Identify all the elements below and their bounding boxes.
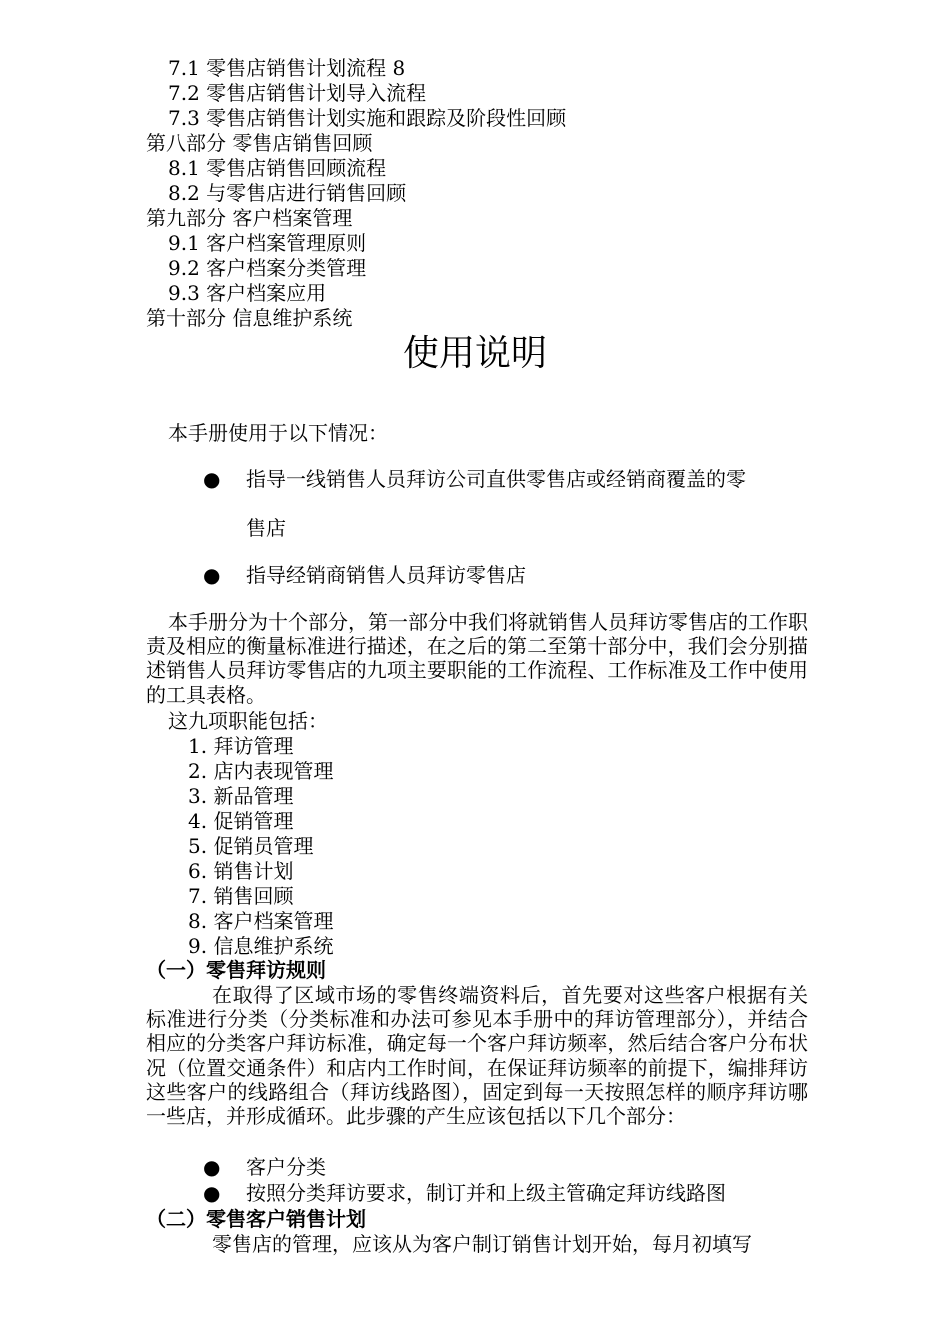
- function-list-item: 3. 新品管理: [188, 784, 294, 808]
- function-list-item: 1. 拜访管理: [188, 734, 294, 758]
- bullet-icon: ●: [203, 467, 221, 491]
- function-list-item: 2. 店内表现管理: [188, 759, 334, 783]
- section-paragraph: 零售店的管理，应该从为客户制订销售计划开始，每月初填写: [212, 1232, 752, 1256]
- toc-part-heading: 第八部分 零售店销售回顾: [146, 131, 373, 155]
- function-list-item: 9. 信息维护系统: [188, 934, 334, 958]
- section-heading: （二）零售客户销售计划: [146, 1207, 366, 1231]
- usage-bullet-text: 指导一线销售人员拜访公司直供零售店或经销商覆盖的零: [246, 467, 746, 491]
- usage-intro: 本手册使用于以下情况：: [168, 421, 388, 445]
- toc-part-heading: 第十部分 信息维护系统: [146, 306, 353, 330]
- function-list-item: 6. 销售计划: [188, 859, 294, 883]
- functions-intro: 这九项职能包括：: [168, 709, 328, 733]
- function-list-item: 4. 促销管理: [188, 809, 294, 833]
- bullet-icon: ●: [203, 1155, 221, 1179]
- toc-line: 7.1 零售店销售计划流程 8: [168, 56, 406, 80]
- toc-line: 7.3 零售店销售计划实施和跟踪及阶段性回顾: [168, 106, 567, 130]
- usage-bullet-text: 指导经销商销售人员拜访零售店: [246, 563, 526, 587]
- toc-line: 9.3 客户档案应用: [168, 281, 327, 305]
- function-list-item: 8. 客户档案管理: [188, 909, 334, 933]
- section-bullet-text: 按照分类拜访要求，制订并和上级主管确定拜访线路图: [246, 1181, 726, 1205]
- function-list-item: 7. 销售回顾: [188, 884, 294, 908]
- section-bullet-text: 客户分类: [246, 1155, 326, 1179]
- toc-line: 8.2 与零售店进行销售回顾: [168, 181, 407, 205]
- toc-line: 8.1 零售店销售回顾流程: [168, 156, 387, 180]
- toc-part-heading: 第九部分 客户档案管理: [146, 206, 353, 230]
- toc-line: 9.1 客户档案管理原则: [168, 231, 367, 255]
- bullet-icon: ●: [203, 563, 221, 587]
- function-list-item: 5. 促销员管理: [188, 834, 314, 858]
- overview-paragraph: 本手册分为十个部分，第一部分中我们将就销售人员拜访零售店的工作职责及相应的衡量标准进行描述，在之后的第二至第十部分中，我们会分别描述销售人员拜访零售店的九项主要职能的工作流程、工作标准及工作中使用的工具表格。: [146, 610, 808, 707]
- section-paragraph: 在取得了区域市场的零售终端资料后，首先要对这些客户根据有关标准进行分类（分类标准和办法可参见本手册中的拜访管理部分），并结合相应的分类客户拜访标准，确定每一个客户拜访频率，然后结合客户分布状况（位置交通条件）和店内工作时间，在保证拜访频率的前提下，编排拜访这些客户的线路组合（拜访线路图），固定到每一天按照怎样的顺序拜访哪一些店，并形成循环。此步骤的产生应该包括以下几个部分：: [146, 983, 808, 1129]
- bullet-icon: ●: [203, 1181, 221, 1205]
- toc-line: 9.2 客户档案分类管理: [168, 256, 367, 280]
- page-title: 使用说明: [402, 333, 547, 374]
- section-heading: （一）零售拜访规则: [146, 958, 326, 982]
- toc-line: 7.2 零售店销售计划导入流程: [168, 81, 427, 105]
- usage-bullet-text-continued: 售店: [246, 516, 286, 540]
